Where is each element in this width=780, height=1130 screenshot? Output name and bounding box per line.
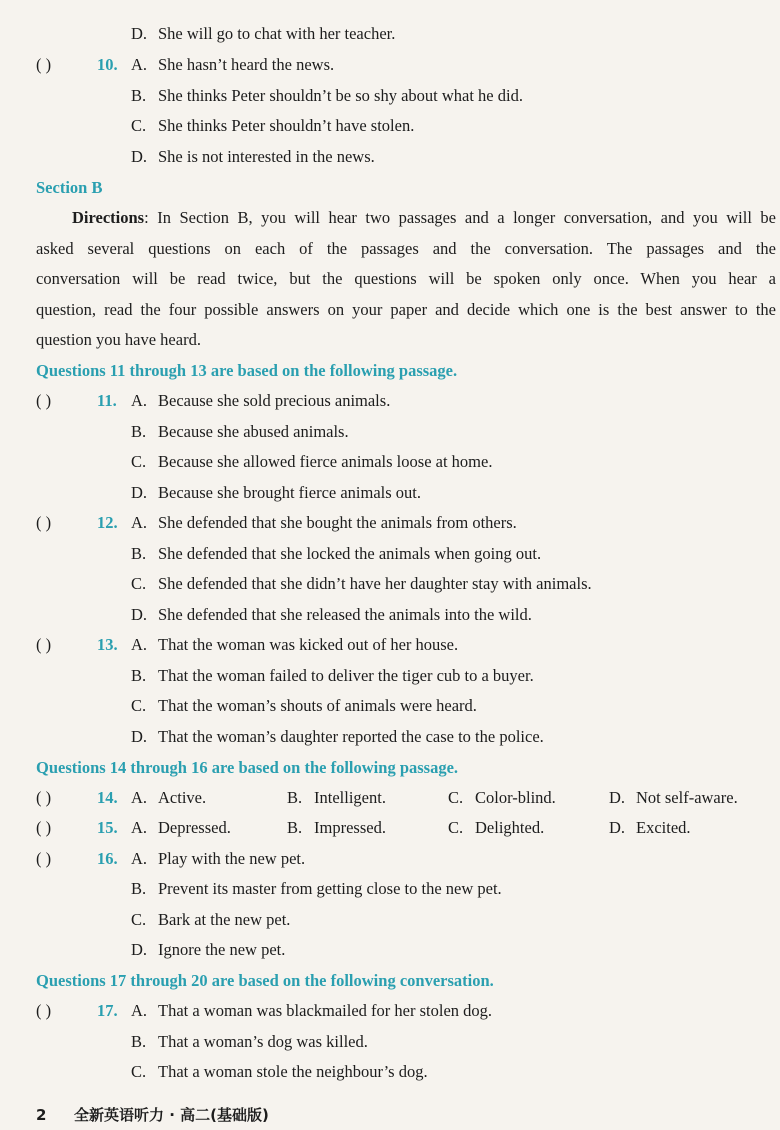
option-letter: D.	[131, 24, 148, 43]
q16-option-b: B. Prevent its master from getting close to the new pet.	[131, 879, 502, 898]
answer-blank[interactable]: ( )	[36, 788, 52, 807]
page-footer	[36, 1104, 269, 1125]
question-number: 12.	[97, 513, 118, 532]
answer-blank[interactable]: ( )	[36, 849, 52, 868]
question-16: ( ) 16. A. Play with the new pet.	[0, 844, 780, 874]
question-number: 10.	[97, 55, 118, 74]
q12-option-d: D. She defended that she released the animals into the wild.	[131, 605, 532, 624]
book-title: 全新英语听力 · 高二(基础版)	[74, 1106, 269, 1124]
option-text: That the woman’s shouts of animals were heard.	[158, 696, 477, 715]
option-text: Depressed.	[158, 818, 231, 837]
q11-option-d: D. Because she brought fierce animals out.	[131, 483, 421, 502]
option-text: Play with the new pet.	[158, 849, 306, 868]
q17-option-b: B. That a woman’s dog was killed.	[131, 1032, 368, 1051]
option-text: That the woman failed to deliver the tiger cub to a buyer.	[158, 666, 534, 685]
q11-option-c: C. Because she allowed fierce animals loose at home.	[131, 452, 493, 471]
option-text: That a woman’s dog was killed.	[158, 1032, 368, 1051]
answer-blank[interactable]: ( )	[36, 513, 52, 532]
question-number: 16.	[97, 849, 118, 868]
option-text: Active.	[158, 788, 207, 807]
option-text: She is not interested in the news.	[158, 147, 375, 166]
q13-option-c: C. That the woman’s shouts of animals were heard.	[131, 696, 477, 715]
option-text: Bark at the new pet.	[158, 910, 291, 929]
option-text: Delighted.	[475, 818, 545, 837]
q13-option-b: B. That the woman failed to deliver the tiger cub to a buyer.	[131, 666, 534, 685]
option-text: She defended that she bought the animals from others.	[158, 513, 517, 532]
option-text: Color-blind.	[475, 788, 556, 807]
q13-option-d: D. That the woman’s daughter reported the case to the police.	[131, 727, 544, 746]
answer-blank[interactable]: ( )	[36, 818, 52, 837]
option-text: That the woman’s daughter reported the case to the police.	[158, 727, 544, 746]
question-number: 11.	[97, 391, 117, 410]
answer-blank[interactable]: ( )	[36, 1001, 52, 1020]
option-text: She thinks Peter shouldn’t be so shy about what he did.	[158, 86, 523, 105]
question-13: ( ) 13. A. That the woman was kicked out of her house.	[0, 630, 780, 660]
option-text: Because she allowed fierce animals loose at home.	[158, 452, 493, 471]
directions-label: Directions	[72, 208, 145, 227]
q10-option-d: D. She is not interested in the news.	[131, 147, 375, 166]
directions-line-4: question, read the four possible answers on your paper and decide which one is the best answer to the	[36, 300, 776, 319]
directions-line-5: question you have heard.	[36, 330, 201, 349]
option-text: Excited.	[636, 818, 691, 837]
q11-option-b: B. Because she abused animals.	[131, 422, 349, 441]
question-10	[0, 50, 780, 80]
question-number: 17.	[97, 1001, 118, 1020]
group-heading-14-16: Questions 14 through 16 are based on the following passage.	[36, 758, 459, 777]
option-text: She hasn’t heard the news.	[158, 55, 335, 74]
directions-line-1: Directions: In Section B, you will hear two passages and a longer conversation, and you will be	[72, 208, 776, 227]
option-text: That a woman stole the neighbour’s dog.	[158, 1062, 428, 1081]
option-text: Because she brought fierce animals out.	[158, 483, 421, 502]
option-text: Ignore the new pet.	[158, 940, 286, 959]
question-14: ( ) 14. A. Active. B. Intelligent. C. Color-blind. D. Not self-aware.	[0, 783, 780, 813]
q16-option-c: C. Bark at the new pet.	[131, 910, 291, 929]
option-text: Because she sold precious animals.	[158, 391, 391, 410]
option-text: Not self-aware.	[636, 788, 738, 807]
answer-blank[interactable]: ( )	[36, 391, 52, 410]
q10-option-c: C. She thinks Peter shouldn’t have stolen.	[131, 116, 415, 135]
option-text: Because she abused animals.	[158, 422, 349, 441]
directions-line-2: asked several questions on each of the passages and the conversation. The passages and the	[36, 239, 776, 258]
option-text: That the woman was kicked out of her house.	[158, 635, 459, 654]
question-15: ( ) 15. A. Depressed. B. Impressed. C. Delighted. D. Excited.	[0, 813, 780, 843]
section-b-title: Section B	[36, 178, 103, 197]
option-text: Intelligent.	[314, 788, 386, 807]
q10-option-b: B. She thinks Peter shouldn’t be so shy about what he did.	[131, 86, 523, 105]
answer-blank[interactable]: ( )	[36, 635, 52, 654]
q9-option-d	[131, 19, 395, 49]
question-number: 14.	[97, 788, 118, 807]
option-text: That a woman was blackmailed for her stolen dog.	[158, 1001, 493, 1020]
option-text: Prevent its master from getting close to the new pet.	[158, 879, 502, 898]
directions-line-3: conversation will be read twice, but the questions will be spoken only once. When you hear a	[36, 269, 776, 288]
question-number: 15.	[97, 818, 118, 837]
q12-option-c: C. She defended that she didn’t have her daughter stay with animals.	[131, 574, 592, 593]
option-text: She thinks Peter shouldn’t have stolen.	[158, 116, 415, 135]
option-text: Impressed.	[314, 818, 386, 837]
q12-option-b: B. She defended that she locked the animals when going out.	[131, 544, 542, 563]
question-11: ( ) 11. A. Because she sold precious animals.	[0, 386, 780, 416]
question-17: ( ) 17. A. That a woman was blackmailed for her stolen dog.	[0, 996, 780, 1026]
group-heading-17-20: Questions 17 through 20 are based on the following conversation.	[36, 971, 494, 990]
q16-option-d: D. Ignore the new pet.	[131, 940, 286, 959]
page-number: 2	[36, 1106, 47, 1124]
group-heading-11-13: Questions 11 through 13 are based on the following passage.	[36, 361, 458, 380]
option-text: She defended that she locked the animals when going out.	[158, 544, 542, 563]
option-text: She defended that she released the animals into the wild.	[158, 605, 532, 624]
option-text: She will go to chat with her teacher.	[158, 24, 396, 43]
question-number: 13.	[97, 635, 118, 654]
option-text: She defended that she didn’t have her daughter stay with animals.	[158, 574, 592, 593]
question-12: ( ) 12. A. She defended that she bought the animals from others.	[0, 508, 780, 538]
q17-option-c: C. That a woman stole the neighbour’s dog.	[131, 1062, 428, 1081]
option-letter: A.	[131, 55, 148, 74]
answer-blank[interactable]: ( )	[36, 55, 52, 74]
